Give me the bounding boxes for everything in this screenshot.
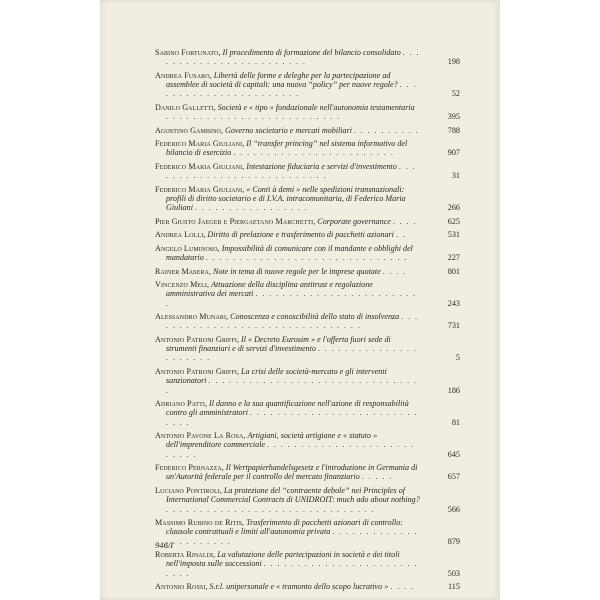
- entry-author: Federico Maria Giuliani: [155, 161, 243, 171]
- entry-title: Trasferimento di pacchetti azionari di controllo: clausole contrattuali e limiti all'autonomia privata: [166, 518, 403, 537]
- entry-title: Il “transfer princing” nel sistema informativo del bilancio di esercizio: [166, 139, 408, 158]
- entry-page: 801: [447, 266, 460, 276]
- entry-page: 52: [451, 89, 460, 99]
- index-entry: Sabino Fortunato, Il procedimento di formazione del bilancio consolidato . . . . . . . . . . . . . . . . . . . . . . . . 198: [155, 48, 460, 67]
- entry-author: Massimo Rubino de Ritis: [155, 518, 243, 528]
- entry-author: Federico Pernazza: [155, 463, 222, 473]
- index-entry: Pier Giusto Jaeger e Piergaetano Marchetti, Corporate governance . . . . 625: [155, 216, 460, 226]
- entry-author: Antonio Pavone La Rosa: [155, 431, 244, 441]
- entry-title: Il Wertpapierhandelsgesetz e l'introduzione in Germania di un'Autorità federale per il controllo del mercato finanziario: [166, 463, 418, 482]
- entry-title: Intestazione fiduciaria e servizi d'investimento: [246, 161, 397, 171]
- entry-page: 625: [447, 216, 460, 226]
- index-entry: Angelo Luminoso, Impossibilità di comunicare con il mandante e obblighi del mandatario . . . . . . . . . . . . . . . . . . . . . . . . . . . . . . 227: [155, 243, 460, 263]
- entry-page: 81: [451, 417, 460, 427]
- index-entry: Adriano Patti, Il danno e la sua quantificazione nell'azione di responsabilità contro gli amministratori . . . . . . . . . . . . . . . . . . . . . . . . . . . . . 81: [155, 399, 460, 427]
- entry-author: Roberta Rinaldi: [155, 550, 214, 560]
- entry-author: Rainer Masera: [155, 266, 209, 276]
- entry-title: Impossibilità di comunicare con il mandante e obblighi del mandatario: [166, 243, 413, 263]
- entry-author: Luciano Pontiroli: [155, 485, 220, 495]
- entry-page: 531: [447, 230, 460, 240]
- entry-page: 198: [447, 57, 460, 67]
- entry-author: Antonio Patroni Griffi: [155, 334, 237, 344]
- entry-author: Antonio Patroni Griffi: [155, 366, 237, 376]
- entry-author: Antonio Rossi: [155, 582, 206, 592]
- entry-page: 788: [447, 125, 460, 135]
- entry-title: Artigiani, società artigiane e « statuto » dell'imprenditore commerciale: [166, 431, 378, 450]
- index-entry: Danilo Galletti, Società e « tipo » fondazionale nell'autonomia testamentaria . . . . . . . . . . . . . . . . . . . . . . . . . . 395: [155, 102, 460, 122]
- index-entry: Federico Maria Giuliani, Il “transfer princing” nel sistema informativo del bilancio di esercizio . . . . . . . . . . . . . . . . . . . . . . . . 907: [155, 139, 460, 158]
- index-entry: Antonio Patroni Griffi, La crisi delle società-mercato e gli interventi sanzionatori . . . . . . . . . . . . . . . . . . . . . . . . . . . . . . . . 186: [155, 366, 460, 395]
- book-page: [100, 0, 500, 600]
- index-entry: Antonio Pavone La Rosa, Artigiani, società artigiane e « statuto » dell'imprenditore commerciale . . . . . . . . . . . . . . . . . . . . . . . . . . . 645: [155, 431, 460, 459]
- index-entry: Federico Pernazza, Il Wertpapierhandelsgesetz e l'introduzione in Germania di un'Autorità federale per il controllo del mercato finanziario . . . . . 657: [155, 463, 460, 482]
- index-entry: Federico Maria Giuliani, « Conti à demi » nelle spedizioni transnazionali: profili di diritto societario e di I.V.A. intracomunitaria, di Federico Maria Giuliani . . . . . . . . . . . . . . . . . 266: [155, 184, 460, 213]
- entry-author: Andrea Lolli: [155, 230, 204, 240]
- entry-page: 395: [447, 112, 460, 122]
- entry-title: Corporate governance: [317, 216, 391, 226]
- entry-page: 907: [447, 148, 460, 158]
- index-entry: Andrea Fusaro, Libertà delle forme e deleghe per la partecipazione ad assemblee di società di capitali: una nuova “policy” per nuove regole? . . . . . . . . . . . . . . . . . . . . . . . 52: [155, 70, 460, 99]
- entry-title: La crisi delle società-mercato e gli interventi sanzionatori: [166, 366, 387, 386]
- entry-author: Adriano Patti: [155, 399, 205, 409]
- entry-author: Angelo Luminoso: [155, 243, 218, 253]
- entry-page: 731: [447, 321, 460, 331]
- entry-page: 5: [455, 353, 460, 363]
- entry-title: Conoscenza e conoscibilità dello stato di insolvenza: [230, 312, 400, 322]
- entry-title: La valutazione delle partecipazioni in società e dei titoli nell'imposta sulle successioni: [166, 550, 400, 569]
- index-entry: Antonio Rossi, S.r.l. unipersonale e « tramonto dello scopo lucrativo » . . . . 115: [155, 582, 460, 592]
- entry-author: Andrea Fusaro: [155, 70, 210, 80]
- entry-page: 186: [447, 385, 460, 395]
- entry-title: Il danno e la sua quantificazione nell'azione di responsabilità contro gli amministratori: [166, 399, 409, 418]
- page-number-footer: 946/I: [155, 540, 174, 550]
- entry-page: 243: [447, 298, 460, 308]
- entry-title: Diritto di prelazione e trasferimento di pacchetti azionari: [207, 230, 394, 240]
- entry-author: Danilo Galletti: [155, 102, 214, 112]
- index-entries: [155, 48, 460, 596]
- entry-page: 503: [447, 568, 460, 578]
- entry-title: Il procedimento di formazione del bilancio consolidato: [222, 48, 401, 57]
- entry-title: « Conti à demi » nelle spedizioni transnazionali: profili di diritto societario e di I.V.A. intracomunitaria, di Federico Maria Giuliani: [166, 184, 406, 213]
- index-entry: Vincenzo Meli, Attuazione della disciplina antitrust e regolazione amministrativa dei mercati . . . . . . . . . . . . . . . . . . . . . . . . . 243: [155, 280, 460, 308]
- index-entry: Agostino Gambino, Governo societario e mercati mobiliari . . . . . . . . . . 788: [155, 125, 460, 135]
- entry-page: 227: [447, 253, 460, 263]
- entry-author: Federico Maria Giuliani: [155, 139, 243, 149]
- entry-author: Federico Maria Giuliani: [155, 184, 243, 194]
- entry-page: 31: [451, 171, 460, 181]
- entry-title: Società e « tipo » fondazionale nell'autonomia testamentaria: [217, 102, 415, 112]
- entry-page: 266: [447, 203, 460, 213]
- entry-author: Pier Giusto Jaeger e Piergaetano Marchetti: [155, 216, 314, 226]
- entry-title: Attuazione della disciplina antitrust e regolazione amministrativa dei mercati: [166, 280, 373, 299]
- entry-title: Note in tema di nuove regole per le imprese quotate: [212, 266, 381, 276]
- entry-title: Libertà delle forme e deleghe per la partecipazione ad assemblee di società di capitali: una nuova “policy” per nuove regole?: [166, 70, 398, 90]
- entry-author: Sabino Fortunato: [155, 48, 219, 57]
- entry-author: Alessandro Munari: [155, 312, 227, 322]
- entry-page: 657: [447, 472, 460, 482]
- index-entry: Federico Maria Giuliani, Intestazione fiduciaria e servizi d'investimento . . . . . . . . . . . . . . . . . . . . . . . . . . . 31: [155, 161, 460, 181]
- entry-page: 879: [447, 536, 460, 546]
- index-entry: Rainer Masera, Note in tema di nuove regole per le imprese quotate . . . . 801: [155, 266, 460, 276]
- index-entry: Antonio Patroni Griffi, Il « Decreto Eurosim » e l'offerta fuori sede di strumenti finanziari e di servizi d'investimento . . . . . . . . . . . . . . . . . . . . . . 5: [155, 334, 460, 363]
- entry-author: Vincenzo Meli: [155, 280, 208, 289]
- index-entry: Luciano Pontiroli, La protezione del “contraente debole” nei Principles of International Commercial Contracts di UNIDROIT: much ado about nothing? . . . . . . . . . . . . . . . . . . . . . . . . . . . . . . . 566: [155, 485, 460, 514]
- index-entry: Roberta Rinaldi, La valutazione delle partecipazioni in società e dei titoli nell'imposta sulle successioni . . . . . . . . . . . . . . . . . . . . . . . . . . . 503: [155, 550, 460, 578]
- entry-page: 115: [448, 582, 460, 592]
- entry-title: La protezione del “contraente debole” nei Principles of International Commercial Contracts di UNIDROIT: much ado about nothing?: [166, 485, 420, 505]
- entry-page: 645: [447, 449, 460, 459]
- entry-author: Agostino Gambino: [155, 125, 221, 135]
- entry-page: 566: [447, 504, 460, 514]
- entry-title: Il « Decreto Eurosim » e l'offerta fuori sede di strumenti finanziari e di servizi d'investimento: [166, 334, 391, 354]
- index-entry: Alessandro Munari, Conoscenza e conoscibilità dello stato di insolvenza . . . . . . . . . . . . . . . . . . . . . . . . . . . . . . . . 731: [155, 312, 460, 331]
- entry-title: Governo societario e mercati mobiliari: [225, 125, 352, 135]
- index-entry: Massimo Rubino de Ritis, Trasferimento di pacchetti azionari di controllo: clausole contrattuali e limiti all'autonomia privata . . . . . . . . . . . . . . . . . . . . . . . 879: [155, 518, 460, 546]
- index-entry: Andrea Lolli, Diritto di prelazione e trasferimento di pacchetti azionari . . 531: [155, 230, 460, 240]
- entry-title: S.r.l. unipersonale e « tramonto dello scopo lucrativo »: [209, 582, 389, 592]
